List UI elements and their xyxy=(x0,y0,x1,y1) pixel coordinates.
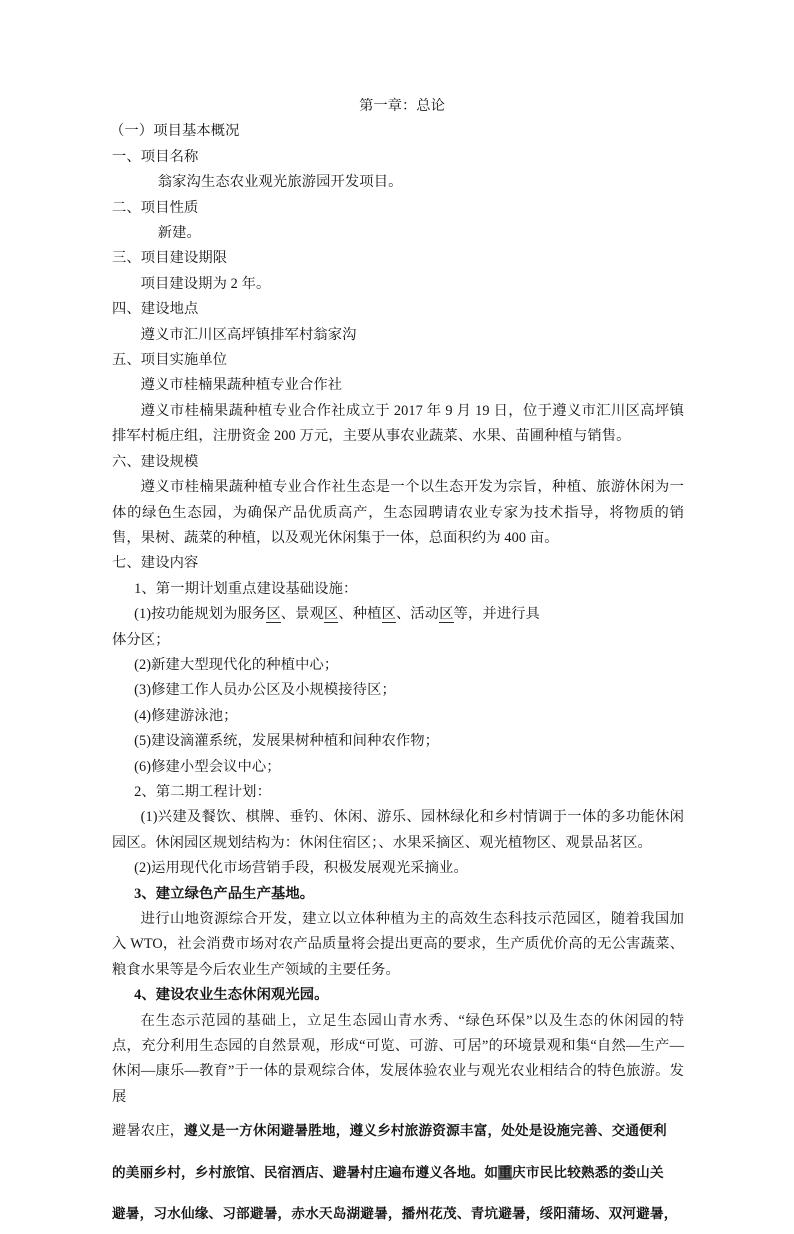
tail-line-1 xyxy=(112,1110,684,1152)
highlighted-character: 重 xyxy=(498,1165,513,1181)
phase1-item-1-part-b: 、景观 xyxy=(280,606,324,623)
phase1-item-1-underline-2: 区 xyxy=(323,606,339,623)
heading-implementing-unit: 五、项目实施单位 xyxy=(112,352,228,369)
phase2-title: 2、第二期工程计划： xyxy=(134,783,271,800)
tail-sans-line-2-part-a: 的美丽乡村，乡村旅馆、民宿酒店、避暑村庄遍布遵义各地。如 xyxy=(112,1165,499,1181)
body-project-duration: 项目建设期为 2 年。 xyxy=(140,275,271,292)
phase3-body: 进行山地资源综合开发，建立以立体种植为主的高效生态科技示范园区，随着我国加入 WTO，社会消费市场对农产品质量将会提出更高的要求，生产质优价高的无公害蔬菜、粮食水果等是今后农业生产领域的主要任务。 xyxy=(112,911,684,978)
phase4-body: 在生态示范园的基础上，立足生态园山青水秀、“绿色环保”以及生态的休闲园的特点，充分利用生态园的自然景观，形成“可览、可游、可居”的环境景观和集“自然—生产—休闲—康乐—教育”于一体的景观综合体，发展体验农业与观光农业相结合的特色旅游。发展 xyxy=(112,1012,684,1105)
tail-sans-line-1: 遵义是一方休闲避暑胜地，遵义乡村旅游资源丰富，处处是设施完善、交通便利 xyxy=(183,1123,667,1139)
tail-line-2 xyxy=(112,1152,684,1193)
body-project-nature: 新建。 xyxy=(157,225,201,242)
phase1-item-1 xyxy=(112,602,684,627)
phase1-item-3: (3)修建工作人员办公区及小规模接待区； xyxy=(134,682,396,699)
phase1-item-6: (6)修建小型会议中心； xyxy=(134,758,281,775)
phase2-item-2: (2)运用现代化市场营销手段，积极发展观光采摘业。 xyxy=(134,860,468,877)
heading-project-name: 一、项目名称 xyxy=(112,148,199,165)
phase1-item-4: (4)修建游泳池； xyxy=(134,707,238,724)
tail-serif-fragment: 避暑农庄， xyxy=(112,1123,184,1140)
phase1-item-2: (2)新建大型现代化的种植中心； xyxy=(134,656,339,673)
paragraph-construction-scale: 遵义市桂楠果蔬种植专业合作社生态是一个以生态开发为宗旨，种植、旅游休闲为一体的绿色生态园，为确保产品优质高产，生态园聘请农业专家为技术指导，将物质的销售，果树、蔬菜的种植，以及观光休闲集于一体，总面积约为 400 亩。 xyxy=(112,479,684,546)
phase4-title: 4、建设农业生态休闲观光园。 xyxy=(134,987,329,1004)
tail-sans-line-2-part-b: 庆市民比较熟悉的娄山关 xyxy=(512,1165,664,1181)
heading-construction-content: 七、建设内容 xyxy=(112,555,199,572)
body-project-location: 遵义市汇川区高坪镇排军村翁家沟 xyxy=(140,326,357,343)
phase1-item-5: (5)建设滴灌系统，发展果树种植和间种农作物； xyxy=(134,733,440,750)
phase1-item-1-underline-3: 区 xyxy=(381,606,396,623)
body-implementing-unit: 遵义市桂楠果蔬种植专业合作社 xyxy=(140,377,343,394)
heading-construction-scale: 六、建设规模 xyxy=(112,453,199,470)
phase1-item-1-part-a: (1)按功能规划为服务 xyxy=(134,606,267,623)
phase1-item-1-part-e: 等，并进行具 xyxy=(453,606,540,623)
heading-project-location: 四、建设地点 xyxy=(112,301,199,318)
phase1-item-1-underline-1: 区 xyxy=(266,606,281,623)
paragraph-cooperative-info: 遵义市桂楠果蔬种植专业合作社成立于 2017 年 9 月 19 日，位于遵义市汇川区高坪镇排军村栀庄组，注册资金 200 万元，主要从事农业蔬菜、水果、苗圃种植与销售。 xyxy=(112,402,684,445)
section-heading-overview: （一）项目基本概况 xyxy=(110,123,240,140)
heading-project-nature: 二、项目性质 xyxy=(112,199,199,216)
document-text-column xyxy=(112,94,684,1234)
phase3-title: 3、建立绿色产品生产基地。 xyxy=(134,885,315,902)
body-project-name: 翁家沟生态农业观光旅游园开发项目。 xyxy=(157,174,403,191)
chapter-title: 第一章：总论 xyxy=(359,98,445,114)
heading-project-duration: 三、项目建设期限 xyxy=(112,250,228,267)
phase1-item-1-part-c: 、种植 xyxy=(338,606,382,623)
phase1-item-1-underline-4: 区 xyxy=(439,606,454,623)
phase1-item-1-part-d: 、活动 xyxy=(395,606,440,623)
phase1-item-1-wrap: 体分区； xyxy=(112,631,170,648)
tail-line-3: 避暑，习水仙缘、习部避暑，赤水天岛湖避暑，播州花茂、青坑避暑，绥阳蒲场、双河避暑， xyxy=(112,1206,678,1222)
phase1-title: 1、第一期计划重点建设基础设施： xyxy=(134,580,358,597)
phase2-item-1: (1)兴建及餐饮、棋牌、垂钓、休闲、游乐、园林绿化和乡村情调于一体的多功能休闲园区。休闲园区规划结构为：休闲住宿区；、水果采摘区、观光植物区、观景品茗区。 xyxy=(112,809,684,851)
